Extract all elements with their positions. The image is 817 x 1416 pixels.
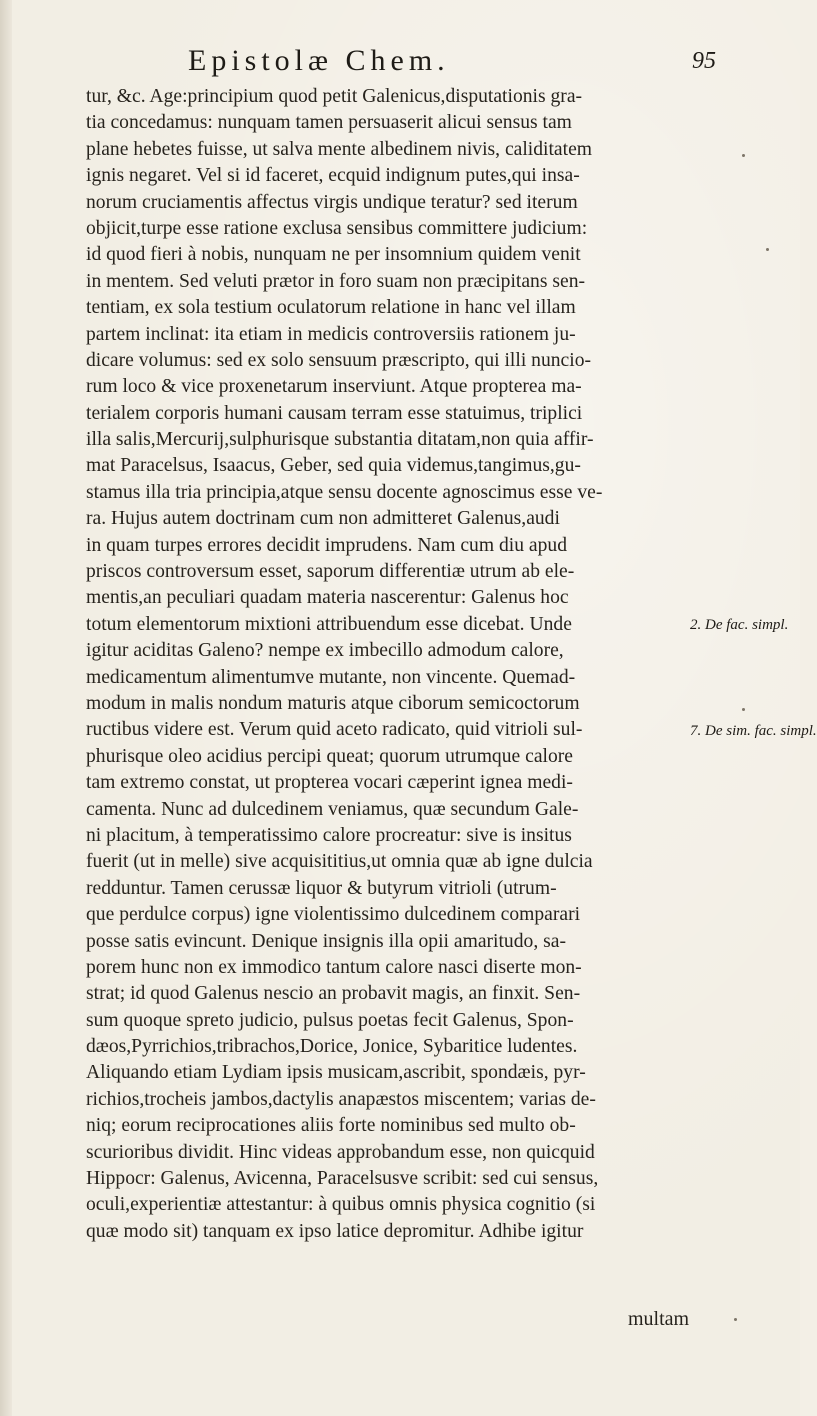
text-line: stamus illa tria principia,atque sensu docente agnoscimus esse ve-: [86, 481, 603, 503]
text-line: tentiam, ex sola testium oculatorum relatione in hanc vel illam: [86, 297, 576, 319]
text-line: priscos controversum esset, saporum differentiæ utrum ab ele-: [86, 561, 575, 583]
text-line: tia concedamus: nunquam tamen persuaserit alicui sensus tam: [86, 112, 572, 134]
catchword: multam: [628, 1308, 690, 1330]
margin-note: 2. De fac. simpl.: [690, 617, 789, 633]
text-line: mentis,an peculiari quadam materia nascerentur: Galenus hoc: [86, 587, 569, 609]
text-line: quæ modo sit) tanquam ex ipso latice depromitur. Adhibe igitur: [86, 1220, 584, 1242]
running-head: Epistolæ Chem.: [188, 44, 450, 77]
text-line: partem inclinat: ita etiam in medicis controversiis rationem ju-: [86, 323, 576, 345]
text-line: rum loco & vice proxenetarum inserviunt. Atque propterea ma-: [86, 376, 582, 398]
text-line: porem hunc non ex immodico tantum calore nasci diserte mon-: [86, 956, 582, 978]
text-line: totum elementorum mixtioni attribuendum esse dicebat. Unde: [86, 613, 572, 635]
binding-gutter: [0, 0, 12, 1416]
text-line: ructibus videre est. Verum quid aceto radicato, quid vitrioli sul-: [86, 719, 583, 741]
text-line: Aliquando etiam Lydiam ipsis musicam,ascribit, spondæis, pyr-: [86, 1062, 586, 1084]
text-line: medicamentum alimentumve mutante, non vincente. Quemad-: [86, 666, 576, 688]
text-line: in mentem. Sed veluti prætor in foro suam non præcipitans sen-: [86, 270, 586, 292]
text-line: scurioribus dividit. Hinc videas approbandum esse, non quicquid: [86, 1141, 595, 1163]
text-line: fuerit (ut in melle) sive acquisititius,ut omnia quæ ab igne dulcia: [86, 851, 593, 873]
text-line: in quam turpes errores decidit imprudens. Nam cum diu apud: [86, 534, 568, 556]
text-line: dicare volumus: sed ex solo sensuum præscripto, qui illi nuncio-: [86, 349, 592, 371]
text-line: niq; eorum reciprocationes aliis forte nominibus sed multo ob-: [86, 1115, 576, 1137]
text-line: camenta. Nunc ad dulcedinem veniamus, quæ secundum Gale-: [86, 798, 579, 820]
text-line: tam extremo constat, ut propterea vocari cæperint ignea medi-: [86, 772, 573, 794]
text-line: posse satis evincunt. Denique insignis illa opii amaritudo, sa-: [86, 930, 566, 952]
text-line: phurisque oleo acidius percipi queat; quorum utrumque calore: [86, 745, 573, 767]
text-line: dæos,Pyrrichios,tribrachos,Dorice, Jonice, Sybaritice ludentes.: [86, 1036, 578, 1058]
text-line: objicit,turpe esse ratione exclusa sensibus committere judicium:: [86, 217, 588, 239]
text-line: modum in malis nondum maturis atque ciborum semicoctorum: [86, 692, 580, 714]
text-line: richios,trocheis jambos,dactylis anapæstos miscentem; varias de-: [86, 1088, 596, 1110]
text-line: norum cruciamentis affectus virgis undique teratur? sed iterum: [86, 191, 578, 213]
text-line: oculi,experientiæ attestantur: à quibus omnis physica cognitio (si: [86, 1194, 596, 1216]
text-line: que perdulce corpus) igne violentissimo dulcedinem comparari: [86, 904, 581, 926]
text-line: sum quoque spreto judicio, pulsus poetas fecit Galenus, Spon-: [86, 1009, 574, 1031]
text-line: illa salis,Mercurij,sulphurisque substantia ditatam,non quia affir-: [86, 429, 594, 451]
text-line: ni placitum, à temperatissimo calore procreatur: sive is insitus: [86, 824, 572, 846]
body-text: [86, 84, 686, 1245]
text-line: id quod fieri à nobis, nunquam ne per insomnium quidem venit: [86, 244, 581, 266]
text-line: terialem corporis humani causam terram esse statuimus, triplici: [86, 402, 583, 424]
text-line: ra. Hujus autem doctrinam cum non admitteret Galenus,audi: [86, 508, 560, 530]
text-line: igitur aciditas Galeno? nempe ex imbecillo admodum calore,: [86, 640, 564, 662]
text-line: tur, &c. Age:principium quod petit Galenicus,disputationis gra-: [86, 86, 583, 107]
page-header: [0, 44, 800, 84]
text-line: ignis negaret. Vel si id faceret, ecquid indignum putes,qui insa-: [86, 165, 580, 187]
text-line: strat; id quod Galenus nescio an probavit magis, an finxit. Sen-: [86, 983, 581, 1005]
text-line: Hippocr: Galenus, Avicenna, Paracelsusve scribit: sed cui sensus,: [86, 1168, 599, 1190]
page-number: 95: [692, 48, 716, 74]
text-line: mat Paracelsus, Isaacus, Geber, sed quia videmus,tangimus,gu-: [86, 455, 581, 477]
text-line: redduntur. Tamen cerussæ liquor & butyrum vitrioli (utrum-: [86, 877, 557, 899]
margin-note: 7. De sim. fac. simpl.: [690, 722, 817, 739]
text-line: plane hebetes fuisse, ut salva mente albedinem nivis, caliditatem: [86, 138, 593, 160]
